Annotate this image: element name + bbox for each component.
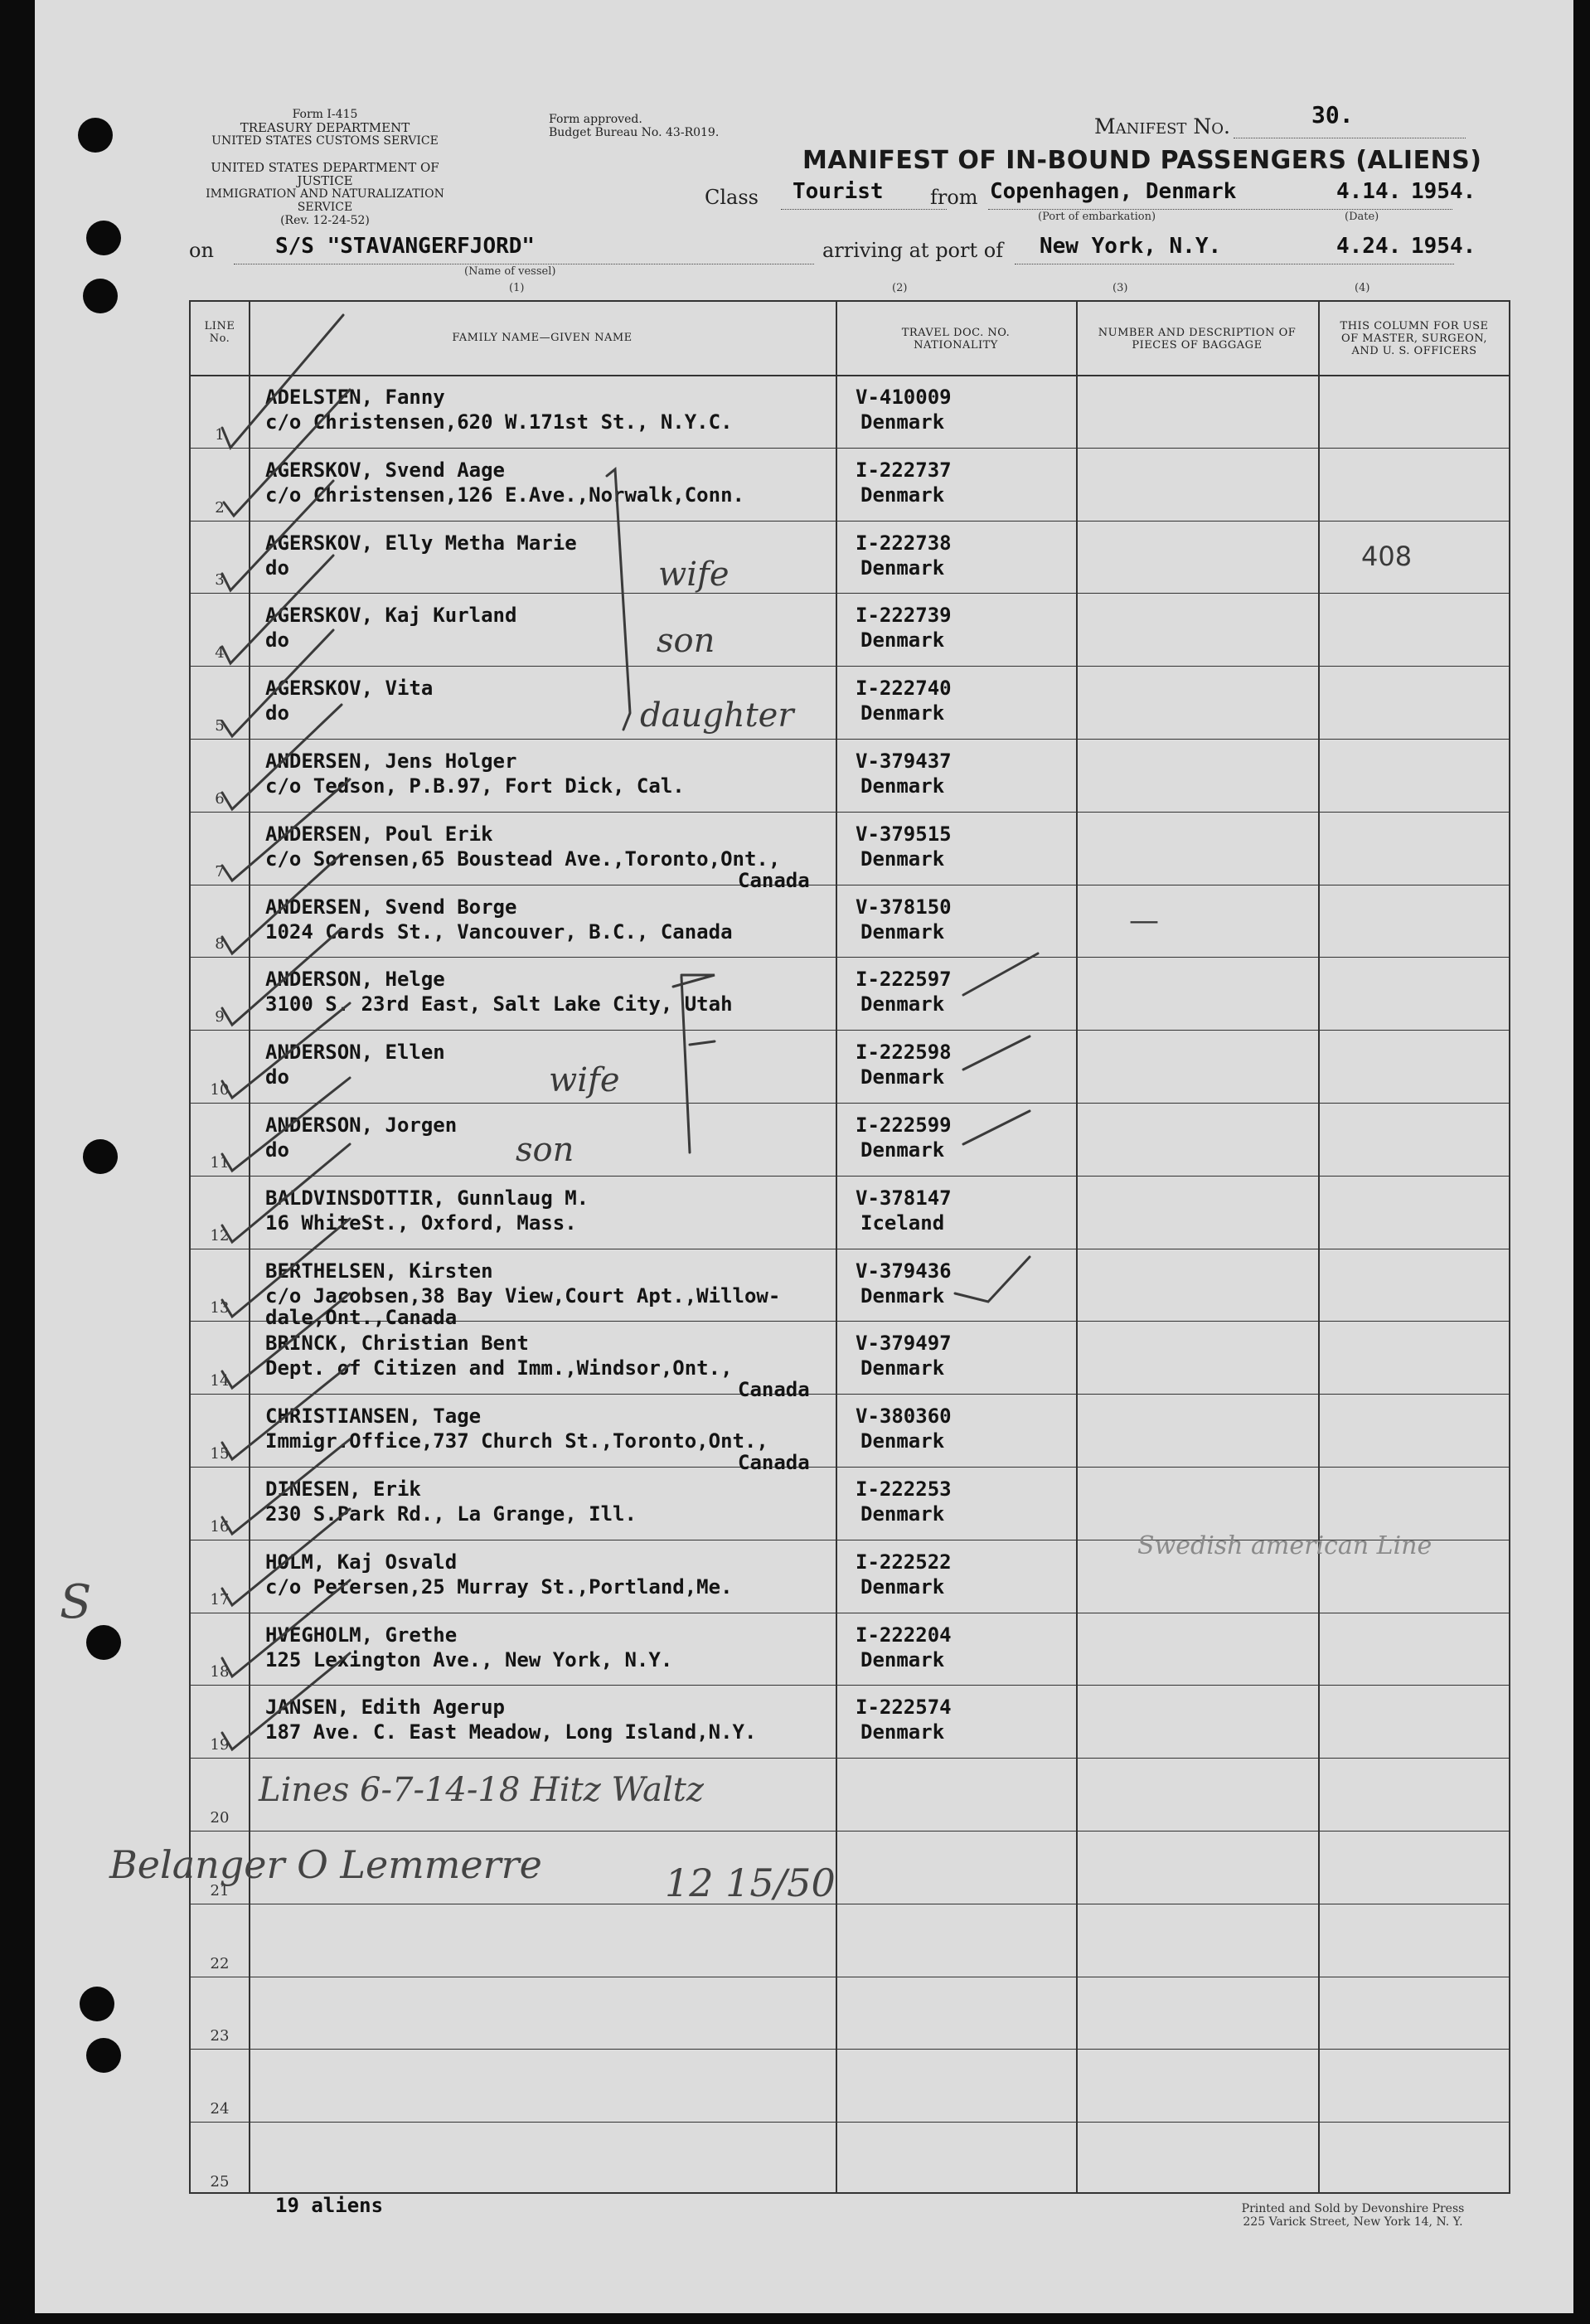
table-row (191, 885, 1509, 958)
travel-doc-no: I-222253 (856, 1477, 952, 1501)
line-number: 24 (210, 2100, 230, 2118)
passenger-name: ANDERSON, Jorgen (265, 1113, 458, 1137)
line-number: 21 (210, 1881, 230, 1899)
line-number: 12 (210, 1226, 230, 1244)
table-row (191, 521, 1509, 594)
table-row (191, 1613, 1509, 1686)
line-number: 11 (210, 1153, 230, 1172)
line-number: 13 (210, 1299, 230, 1317)
passenger-address: c/o Tedson, P.B.97, Fort Dick, Cal. (265, 774, 685, 798)
approval-line: Budget Bureau No. 43-R019. (549, 126, 720, 139)
nationality: Denmark (860, 410, 945, 434)
from-value: Copenhagen, Denmark (990, 179, 1237, 204)
travel-doc-no: I-222574 (856, 1696, 952, 1720)
handwritten-baggage-dash: — (1129, 904, 1159, 938)
passenger-address: c/o Christensen,126 E.Ave.,Norwalk,Conn. (265, 483, 744, 507)
handwritten-signature-date: 12 15/50 (665, 1861, 836, 1905)
colhead-line (191, 320, 249, 345)
binder-hole (86, 221, 121, 255)
on-label: on (189, 239, 214, 262)
travel-doc-no: V-378147 (856, 1186, 952, 1210)
colhead-baggage-text: PIECES OF BAGGAGE (1132, 339, 1263, 352)
nationality: Denmark (860, 483, 945, 507)
arrival-year: 1954. (1411, 234, 1476, 259)
form-line: UNITED STATES CUSTOMS SERVICE (211, 134, 439, 148)
handwritten-signature: Belanger O Lemmerre (109, 1842, 542, 1887)
travel-doc-no: V-379437 (856, 750, 952, 773)
handwritten-408: 408 (1361, 541, 1413, 572)
line-number: 23 (210, 2027, 230, 2045)
travel-doc-no: I-222740 (856, 677, 952, 701)
line-number: 8 (215, 935, 225, 953)
binder-hole (83, 279, 118, 313)
nationality: Denmark (860, 1065, 945, 1089)
colhead-officers (1318, 320, 1510, 357)
table-row (191, 448, 1509, 521)
justice-line: UNITED STATES DEPARTMENT OF JUSTICE (211, 160, 439, 188)
passenger-address: c/o Petersen,25 Murray St.,Portland,Me. (265, 1574, 733, 1599)
col-number-2: (2) (892, 282, 908, 294)
table-row (191, 2122, 1509, 2195)
nationality: Denmark (860, 1647, 945, 1671)
passenger-address-continued: Canada (738, 868, 810, 892)
justice-line: IMMIGRATION AND NATURALIZATION SERVICE (206, 187, 444, 214)
nationality: Denmark (860, 556, 945, 580)
travel-doc-no: I-222737 (856, 458, 952, 482)
class-value: Tourist (793, 179, 884, 204)
port-embark-caption: (Port of embarkation) (1038, 211, 1156, 223)
travel-doc-no: I-222597 (856, 968, 952, 992)
nationality: Denmark (860, 1429, 945, 1453)
class-line (781, 209, 947, 210)
line-number: 4 (215, 644, 225, 662)
passenger-name: ANDERSEN, Svend Borge (265, 895, 517, 919)
nationality: Denmark (860, 992, 945, 1016)
passenger-address: 3100 S. 23rd East, Salt Lake City, Utah (265, 992, 733, 1016)
vessel-caption: (Name of vessel) (464, 265, 556, 278)
passenger-address: c/o Christensen,620 W.171st St., N.Y.C. (265, 410, 733, 434)
travel-doc-no: V-410009 (856, 386, 952, 409)
nationality: Iceland (860, 1211, 945, 1235)
line-number: 17 (210, 1590, 230, 1608)
printer-info (1187, 2202, 1519, 2229)
line-number: 15 (210, 1444, 230, 1463)
passenger-name: CHRISTIANSEN, Tage (265, 1405, 482, 1429)
handwritten-margin-s: S (60, 1575, 92, 1629)
nationality: Denmark (860, 1502, 945, 1526)
alien-total: 19 aliens (275, 2194, 384, 2217)
printer-line: 225 Varick Street, New York 14, N. Y. (1243, 2215, 1463, 2229)
col-number-3: (3) (1113, 282, 1128, 294)
passenger-name: ADELSTEN, Fanny (265, 386, 445, 409)
table-row (191, 666, 1509, 739)
passenger-name: DINESEN, Erik (265, 1477, 421, 1501)
table-row (191, 739, 1509, 812)
colhead-officers-text: AND U. S. OFFICERS (1351, 345, 1477, 357)
passenger-name: ANDERSEN, Jens Holger (265, 750, 517, 773)
nationality: Denmark (860, 1356, 945, 1380)
binder-hole (86, 2038, 121, 2073)
date-caption: (Date) (1345, 211, 1379, 223)
passenger-address: 187 Ave. C. East Meadow, Long Island,N.Y. (265, 1720, 757, 1744)
travel-doc-no: I-222738 (856, 531, 952, 555)
passenger-address: do (265, 701, 289, 725)
line-number: 10 (210, 1080, 230, 1099)
line-number: 16 (210, 1517, 230, 1536)
passenger-address: Immigr.Office,737 Church St.,Toronto,Ont., (265, 1429, 768, 1453)
passenger-address: c/o Sorensen,65 Boustead Ave.,Toronto,Ont., (265, 847, 781, 871)
colhead-travel-text: NATIONALITY (914, 339, 998, 352)
passenger-address-continued: Canada (738, 1451, 810, 1475)
col-number-4: (4) (1355, 282, 1370, 294)
passenger-name: JANSEN, Edith Agerup (265, 1696, 505, 1720)
line-number: 18 (210, 1663, 230, 1681)
table-row (191, 375, 1509, 448)
passenger-address: c/o Jacobsen,38 Bay View,Court Apt.,Willow- (265, 1283, 781, 1308)
line-number: 3 (215, 571, 225, 589)
travel-doc-no: I-222739 (856, 604, 952, 628)
class-label: Class (705, 186, 759, 209)
line-number: 14 (210, 1372, 230, 1390)
passenger-address: do (265, 1065, 289, 1089)
table-row (191, 957, 1509, 1030)
table-row (191, 1394, 1509, 1475)
binder-hole (86, 1625, 121, 1660)
colhead-baggage (1076, 327, 1318, 352)
nationality: Denmark (860, 1138, 945, 1162)
colhead-travel (836, 327, 1076, 352)
printer-line: Printed and Sold by Devonshire Press (1241, 2202, 1465, 2215)
nationality: Denmark (860, 1283, 945, 1308)
colhead-name: FAMILY NAME—GIVEN NAME (452, 332, 633, 344)
embark-date: 4.14. (1336, 179, 1402, 204)
passenger-address: 1024 Cards St., Vancouver, B.C., Canada (265, 919, 733, 944)
passenger-name: AGERSKOV, Svend Aage (265, 458, 505, 482)
approval-line: Form approved. (549, 113, 642, 126)
handwritten-swedish-note: Swedish american Line (1137, 1531, 1432, 1560)
table-row (191, 1467, 1509, 1540)
line-number: 9 (215, 1008, 225, 1026)
justice-info (184, 161, 466, 227)
handwritten-son-2: son (516, 1131, 574, 1169)
passenger-table (189, 300, 1510, 2194)
passenger-address: 16 WhiteSt., Oxford, Mass. (265, 1211, 577, 1235)
form-line: TREASURY DEPARTMENT (240, 120, 410, 135)
nationality: Denmark (860, 628, 945, 653)
manifest-no-value: 30. (1311, 101, 1354, 129)
passenger-address: 230 S.Park Rd., La Grange, Ill. (265, 1502, 637, 1526)
passenger-name: BRINCK, Christian Bent (265, 1332, 529, 1356)
table-row (191, 1176, 1509, 1249)
passenger-name: BERTHELSEN, Kirsten (265, 1259, 493, 1283)
line-number: 22 (210, 1954, 230, 1972)
col-number-1: (1) (509, 282, 525, 294)
travel-doc-no: V-380360 (856, 1405, 952, 1429)
passenger-name: ANDERSON, Ellen (265, 1041, 445, 1065)
travel-doc-no: V-379497 (856, 1332, 952, 1356)
travel-doc-no: I-222522 (856, 1550, 952, 1574)
table-row (191, 1977, 1509, 2050)
arriving-label: arriving at port of (822, 239, 1004, 262)
manifest-title: MANIFEST OF IN-BOUND PASSENGERS (ALIENS) (802, 146, 1482, 175)
line-number: 5 (215, 716, 225, 735)
table-row (191, 1030, 1509, 1103)
handwritten-son-1: son (657, 622, 715, 660)
approval-info (549, 113, 719, 139)
table-row (191, 812, 1509, 892)
passenger-address: do (265, 556, 289, 580)
binder-hole (80, 1987, 114, 2021)
colhead-line-text: No. (209, 332, 230, 345)
line-number: 19 (210, 1736, 230, 1754)
passenger-name: ANDERSON, Helge (265, 968, 445, 992)
passenger-address-continued: dale,Ont.,Canada (265, 1305, 458, 1329)
colhead-officers-text: THIS COLUMN FOR USE (1340, 320, 1489, 332)
passenger-address: do (265, 1138, 289, 1162)
binder-hole (83, 1139, 118, 1174)
colhead-travel-text: TRAVEL DOC. NO. (901, 327, 1011, 339)
table-row (191, 1249, 1509, 1329)
line-number: 2 (215, 498, 225, 517)
passenger-name: AGERSKOV, Elly Metha Marie (265, 531, 577, 555)
handwritten-daughter: daughter (640, 696, 794, 735)
table-row (191, 1904, 1509, 1977)
nationality: Denmark (860, 847, 945, 871)
passenger-name: HVEGHOLM, Grethe (265, 1623, 458, 1647)
from-line (988, 209, 1452, 210)
table-row (191, 593, 1509, 666)
nationality: Denmark (860, 701, 945, 725)
form-line: Form I-415 (292, 108, 358, 121)
travel-doc-no: I-222599 (856, 1113, 952, 1137)
table-row (191, 1103, 1509, 1176)
nationality: Denmark (860, 1720, 945, 1744)
passenger-name: AGERSKOV, Kaj Kurland (265, 604, 517, 628)
embark-year: 1954. (1411, 179, 1476, 204)
passenger-name: BALDVINSDOTTIR, Gunnlaug M. (265, 1186, 589, 1210)
line-number: 6 (215, 789, 225, 808)
arrival-date: 4.24. (1336, 234, 1402, 259)
line-number: 20 (210, 1808, 230, 1827)
passenger-address: 125 Lexington Ave., New York, N.Y. (265, 1647, 673, 1671)
travel-doc-no: V-379436 (856, 1259, 952, 1283)
manifest-no-label: Manifest No. (1094, 114, 1230, 138)
table-row (191, 1321, 1509, 1402)
line-number: 25 (210, 2172, 230, 2191)
form-info (209, 108, 441, 148)
line-number: 7 (215, 862, 225, 881)
passenger-address: do (265, 628, 289, 653)
passenger-address-continued: Canada (738, 1378, 810, 1402)
travel-doc-no: I-222204 (856, 1623, 952, 1647)
handwritten-wife-2: wife (549, 1061, 620, 1099)
passenger-address: Dept. of Citizen and Imm.,Windsor,Ont., (265, 1356, 733, 1380)
colhead-officers-text: OF MASTER, SURGEON, (1341, 332, 1487, 345)
binder-hole (78, 118, 113, 153)
nationality: Denmark (860, 919, 945, 944)
handwritten-wife-1: wife (658, 556, 730, 594)
justice-line: (Rev. 12-24-52) (280, 214, 370, 227)
travel-doc-no: V-378150 (856, 895, 952, 919)
nationality: Denmark (860, 774, 945, 798)
passenger-name: AGERSKOV, Vita (265, 677, 434, 701)
handwritten-lines-note: Lines 6-7-14-18 Hitz Waltz (259, 1771, 704, 1809)
table-row (191, 2049, 1509, 2122)
travel-doc-no: I-222598 (856, 1041, 952, 1065)
manifest-page (35, 0, 1573, 2313)
table-row (191, 1685, 1509, 1758)
colhead-baggage-text: NUMBER AND DESCRIPTION OF (1098, 327, 1297, 339)
line-number: 1 (215, 425, 225, 444)
travel-doc-no: V-379515 (856, 822, 952, 846)
arrival-port: New York, N.Y. (1040, 234, 1222, 259)
from-label: from (930, 186, 978, 209)
vessel-name: S/S "STAVANGERFJORD" (275, 234, 536, 259)
passenger-name: HOLM, Kaj Osvald (265, 1550, 458, 1574)
passenger-name: ANDERSEN, Poul Erik (265, 822, 493, 846)
nationality: Denmark (860, 1574, 945, 1599)
colhead-line-text: LINE (204, 320, 235, 332)
